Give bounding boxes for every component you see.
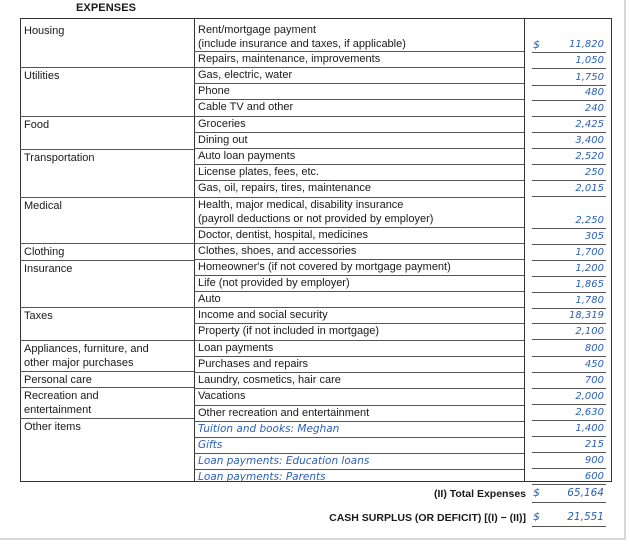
amount-value: 18,319	[569, 310, 604, 321]
amount-underline	[532, 260, 606, 261]
line-item: Health, major medical, disability insurance	[198, 199, 404, 211]
dollar-sign: $	[533, 38, 540, 51]
cash-surplus-value: 21,551	[567, 511, 604, 523]
amount-value: 1,700	[575, 247, 604, 258]
category-divider	[20, 307, 194, 308]
amount-underline	[532, 356, 606, 357]
amount-underline	[532, 372, 606, 373]
line-item: Laundry, cosmetics, hair care	[198, 374, 341, 386]
line-item: Loan payments: Parents	[198, 471, 326, 483]
amount-value: 600	[584, 471, 604, 482]
total-expenses-value: 65,164	[567, 487, 604, 499]
amount-underline	[532, 484, 606, 485]
line-item: Tuition and books: Meghan	[198, 423, 340, 435]
category-label: Other items	[24, 421, 81, 433]
amount-underline	[532, 436, 606, 437]
amount-value: 1,780	[575, 295, 604, 306]
section-title: EXPENSES	[76, 2, 137, 14]
amount-underline	[532, 52, 606, 53]
category-divider	[20, 340, 194, 341]
line-item: Life (not provided by employer)	[198, 277, 350, 289]
amount-underline	[532, 244, 606, 245]
line-item: Dining out	[198, 134, 248, 146]
line-item: Property (if not included in mortgage)	[198, 325, 379, 337]
amount-underline	[532, 164, 606, 165]
amount-value: 250	[584, 167, 604, 178]
item-divider	[194, 83, 524, 84]
category-label: Appliances, furniture, and	[24, 343, 149, 355]
amount-underline	[532, 100, 606, 101]
amount-value: 240	[584, 103, 604, 114]
line-item: Vacations	[198, 390, 246, 402]
amount-value: 900	[584, 455, 604, 466]
category-divider	[20, 243, 194, 244]
amount-value: 2,520	[575, 151, 604, 162]
category-divider	[20, 67, 194, 68]
amount-underline	[532, 323, 606, 324]
line-item: Cable TV and other	[198, 101, 294, 113]
line-item: Other recreation and entertainment	[198, 407, 370, 419]
amount-underline	[532, 388, 606, 389]
amount-value: 215	[584, 439, 604, 450]
amount-value: 2,630	[575, 407, 604, 418]
amount-underline	[532, 339, 606, 340]
amount-value: 700	[584, 375, 604, 386]
line-item: Loan payments	[198, 342, 274, 354]
category-label: Food	[24, 119, 50, 131]
category-label: Recreation and	[24, 390, 99, 402]
column-divider	[524, 18, 525, 482]
amount-value: 1,865	[575, 279, 604, 290]
amount-value: 2,000	[575, 391, 604, 402]
cash-surplus-label: CASH SURPLUS (OR DEFICIT) [(I) − (II)]	[329, 512, 526, 524]
amount-value: 305	[584, 231, 604, 242]
amount-value: 800	[584, 343, 604, 354]
item-divider	[194, 291, 524, 292]
total-underline	[532, 502, 606, 503]
amount-value: 2,015	[575, 183, 604, 194]
category-label: Housing	[24, 25, 65, 37]
amount-value: 3,400	[575, 135, 604, 146]
amount-value: 2,250	[575, 215, 604, 226]
amount-underline	[532, 228, 606, 229]
amount-value: 1,050	[575, 55, 604, 66]
line-item: Homeowner's (if not covered by mortgage payment)	[198, 261, 451, 273]
amount-underline	[532, 452, 606, 453]
line-item: Gas, electric, water	[198, 69, 293, 81]
amount-underline	[532, 404, 606, 405]
amount-value: 450	[584, 359, 604, 370]
amount-value: 1,750	[575, 72, 604, 83]
line-item: Auto loan payments	[198, 150, 296, 162]
category-label: Taxes	[24, 310, 53, 322]
amount-value: 480	[584, 87, 604, 98]
amount-underline	[532, 132, 606, 133]
line-item: Phone	[198, 85, 230, 97]
category-label: Medical	[24, 200, 62, 212]
line-item: Income and social security	[198, 309, 328, 321]
amount-value: 2,425	[575, 119, 604, 130]
item-divider	[194, 437, 524, 438]
category-divider	[20, 197, 194, 198]
line-item: Repairs, maintenance, improvements	[198, 53, 381, 65]
category-divider	[20, 149, 194, 150]
line-item: Gas, oil, repairs, tires, maintenance	[198, 182, 372, 194]
total-expenses-label: (II) Total Expenses	[434, 488, 526, 500]
amount-underline	[532, 276, 606, 277]
category-divider	[20, 371, 194, 372]
category-divider	[20, 116, 194, 117]
line-item: Auto	[198, 293, 221, 305]
surplus-underline	[532, 526, 606, 527]
category-divider	[20, 418, 194, 419]
category-divider	[20, 387, 194, 388]
category-label: Transportation	[24, 152, 95, 164]
category-label: Utilities	[24, 70, 60, 82]
line-item: Gifts	[198, 439, 223, 451]
category-label: Clothing	[24, 246, 65, 258]
amount-value: 11,820	[569, 39, 604, 50]
line-item: Rent/mortgage payment	[198, 24, 317, 36]
line-item: Clothes, shoes, and accessories	[198, 245, 357, 257]
amount-underline	[532, 116, 606, 117]
line-item: Purchases and repairs	[198, 358, 309, 370]
column-divider	[194, 18, 195, 482]
amount-underline	[532, 148, 606, 149]
category-label: entertainment	[24, 404, 92, 416]
amount-underline	[532, 196, 606, 197]
total-dollar-sign: $	[533, 486, 540, 499]
amount-value: 1,400	[575, 423, 604, 434]
amount-value: 2,100	[575, 326, 604, 337]
surplus-dollar-sign: $	[533, 510, 540, 523]
line-item: Loan payments: Education loans	[198, 455, 370, 467]
category-label: other major purchases	[24, 357, 134, 369]
line-item: (include insurance and taxes, if applicable)	[198, 38, 406, 50]
category-label: Insurance	[24, 263, 73, 275]
amount-underline	[532, 420, 606, 421]
line-item: (payroll deductions or not provided by employer)	[198, 213, 434, 225]
amount-value: 1,200	[575, 263, 604, 274]
category-divider	[20, 260, 194, 261]
amount-underline	[532, 68, 606, 69]
line-item: Groceries	[198, 118, 246, 130]
amount-underline	[532, 468, 606, 469]
category-label: Personal care	[24, 374, 92, 386]
line-item: Doctor, dentist, hospital, medicines	[198, 229, 368, 241]
amount-underline	[532, 180, 606, 181]
line-item: License plates, fees, etc.	[198, 166, 320, 178]
amount-underline	[532, 292, 606, 293]
